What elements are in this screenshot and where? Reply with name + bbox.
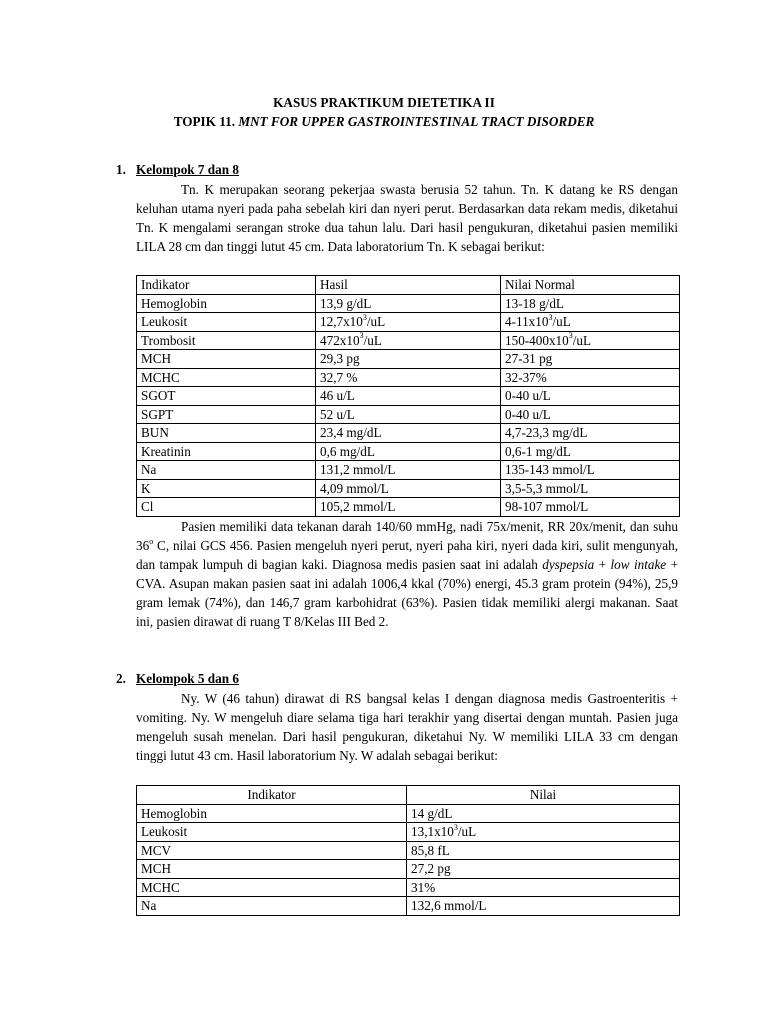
table-cell xyxy=(316,313,501,332)
table-cell: Leukosit xyxy=(137,313,316,332)
table-row xyxy=(137,405,680,424)
table-row xyxy=(137,878,680,897)
table-cell: 98-107 mmol/L xyxy=(501,498,680,517)
value-unit: /uL xyxy=(552,314,571,329)
section-2-intro: Ny. W (46 tahun) dirawat di RS bangsal kelas I dengan diagnosa medis Gastroenteritis + vomiting. Ny. W mengeluh diare selama tiga hari terakhir yang disertai dengan muntah. Pasien juga mengeluh susah menelan. Dari hasil pengukuran, diketahui Ny. W memiliki LILA 33 cm dengan tinggi lutut 43 cm. Hasil laboratorium Ny. W adalah sebagai berikut: xyxy=(136,691,678,763)
text-run: C, nilai GCS 456. Pasien mengeluh nyeri perut, nyeri paha kiri, nyeri dada kiri, sulit mengunyah, dan tampak lumpuh di bagian kaki. Diagnosa medis pasien saat ini adalah xyxy=(136,538,678,572)
table-row xyxy=(137,331,680,350)
table-cell xyxy=(407,823,680,842)
header-cell: Hasil xyxy=(316,276,501,295)
table-cell: Na xyxy=(137,897,407,916)
table-row xyxy=(137,350,680,369)
table-cell: Trombosit xyxy=(137,331,316,350)
table-cell: 132,6 mmol/L xyxy=(407,897,680,916)
value-exponent: 3 xyxy=(362,312,367,322)
value-base: 13,1x10 xyxy=(411,824,454,839)
value-exponent: 3 xyxy=(453,822,458,832)
value-unit: /uL xyxy=(572,332,592,348)
table-cell: 27-31 pg xyxy=(501,350,680,369)
table-cell: 32-37% xyxy=(501,368,680,387)
table-row xyxy=(137,294,680,313)
table-cell: 4,09 mmol/L xyxy=(316,479,501,498)
text-run: + CVA. Asupan makan pasien saat ini adalah 1006,4 kkal (70%) energi, 45.3 gram protein (94%), 25,9 gram lemak (74%), dan 146,7 gram karbohidrat (63%). Pasien tidak memiliki alergi makanan. Saat ini, pasien dirawat di ruang T 8/Kelas III Bed 2. xyxy=(136,557,679,629)
header-cell: Indikator xyxy=(137,276,316,295)
table-header-row xyxy=(137,276,680,295)
section-1-intro: Tn. K merupakan seorang pekerjaa swasta berusia 52 tahun. Tn. K datang ke RS dengan keluhan utama nyeri pada paha sebelah kiri dan nyeri perut. Berdasarkan data rekam medis, diketahui Tn. K mengalami serangan stroke dua tahun lalu. Dari hasil pengukuran, diketahui pasien memiliki LILA 28 cm dan tinggi lutut 45 cm. Data laboratorium Tn. K sebagai berikut: xyxy=(136,182,678,254)
section-2-title: Kelompok 5 dan 6 xyxy=(136,671,239,686)
section-2-number: 2. xyxy=(116,671,126,686)
value-base: 4-11x10 xyxy=(505,314,549,329)
table-row xyxy=(137,498,680,517)
table-cell: Cl xyxy=(137,498,316,517)
document-subtitle xyxy=(0,112,768,131)
value-unit: /uL xyxy=(363,332,382,348)
table-row xyxy=(137,823,680,842)
table-row xyxy=(137,387,680,406)
table-cell: 0-40 u/L xyxy=(501,405,680,424)
lab-table-1 xyxy=(136,275,680,517)
table-row xyxy=(137,897,680,916)
value-base: 472x10 xyxy=(320,332,360,348)
table-cell: 13-18 g/dL xyxy=(501,294,680,313)
table-cell: 29,3 pg xyxy=(316,350,501,369)
table-cell: K xyxy=(137,479,316,498)
section-1-followup xyxy=(136,517,678,631)
table-cell: 31% xyxy=(407,878,680,897)
table-row xyxy=(137,424,680,443)
table-cell: 14 g/dL xyxy=(407,804,680,823)
table-cell: SGPT xyxy=(137,405,316,424)
subtitle-topic: MNT FOR UPPER GASTROINTESTINAL TRACT DISORDER xyxy=(238,114,595,129)
table-cell: 0-40 u/L xyxy=(501,387,680,406)
header-cell: Nilai Normal xyxy=(501,276,680,295)
table-row xyxy=(137,442,680,461)
table-row xyxy=(137,368,680,387)
value-base: 12,7x10 xyxy=(320,314,363,329)
text-run: Pasien memiliki data tekanan darah 140/60 mmHg, nadi 75x/menit, RR 20x/menit, dan suhu 36 xyxy=(136,519,678,553)
table-cell: 131,2 mmol/L xyxy=(316,461,501,480)
table-cell: MCH xyxy=(137,860,407,879)
table-header-row xyxy=(137,786,680,805)
table-row xyxy=(137,313,680,332)
table-cell: 0,6-1 mg/dL xyxy=(501,442,680,461)
section-1-title: Kelompok 7 dan 8 xyxy=(136,162,239,177)
section-2-heading xyxy=(116,669,239,688)
table-row xyxy=(137,479,680,498)
table-cell: Na xyxy=(137,461,316,480)
table-cell: Hemoglobin xyxy=(137,294,316,313)
table-cell: MCV xyxy=(137,841,407,860)
header-cell: Indikator xyxy=(137,786,407,805)
table-cell: 4,7-23,3 mg/dL xyxy=(501,424,680,443)
table-cell xyxy=(501,331,680,350)
diagnosis-term: dyspepsia xyxy=(542,557,595,572)
subtitle-prefix: TOPIK 11. xyxy=(173,114,239,129)
table-cell: 105,2 mmol/L xyxy=(316,498,501,517)
section-1-number: 1. xyxy=(116,162,126,177)
table-cell: 0,6 mg/dL xyxy=(316,442,501,461)
value-unit: /uL xyxy=(457,824,477,839)
value-base: 150-400x10 xyxy=(505,332,569,348)
table-row xyxy=(137,804,680,823)
table-cell: 135-143 mmol/L xyxy=(501,461,680,480)
table-row xyxy=(137,860,680,879)
table-cell: 13,9 g/dL xyxy=(316,294,501,313)
table-cell xyxy=(316,331,501,350)
table-cell: Leukosit xyxy=(137,823,407,842)
table-cell: 32,7 % xyxy=(316,368,501,387)
table-cell: 52 u/L xyxy=(316,405,501,424)
header-cell: Nilai xyxy=(407,786,680,805)
table-cell: BUN xyxy=(137,424,316,443)
table-cell: 27,2 pg xyxy=(407,860,680,879)
degree-mark: o xyxy=(149,536,154,546)
table-cell: 46 u/L xyxy=(316,387,501,406)
text-run: + xyxy=(594,557,611,572)
section-1-heading xyxy=(116,160,239,179)
diagnosis-term: low intake xyxy=(610,557,667,572)
value-exponent: 3 xyxy=(548,312,553,322)
value-exponent: 3 xyxy=(359,331,364,341)
lab-table-2 xyxy=(136,785,680,916)
table-cell: MCHC xyxy=(137,368,316,387)
value-exponent: 3 xyxy=(568,331,573,341)
table-cell: Hemoglobin xyxy=(137,804,407,823)
table-row xyxy=(137,841,680,860)
table-cell: Kreatinin xyxy=(137,442,316,461)
table-cell: MCHC xyxy=(137,878,407,897)
value-unit: /uL xyxy=(366,314,386,329)
table-cell: 23,4 mg/dL xyxy=(316,424,501,443)
table-cell: 85,8 fL xyxy=(407,841,680,860)
table-cell xyxy=(501,313,680,332)
table-cell: SGOT xyxy=(137,387,316,406)
table-row xyxy=(137,461,680,480)
table-cell: MCH xyxy=(137,350,316,369)
document-title: KASUS PRAKTIKUM DIETETIKA II xyxy=(273,95,495,110)
table-cell: 3,5-5,3 mmol/L xyxy=(501,479,680,498)
